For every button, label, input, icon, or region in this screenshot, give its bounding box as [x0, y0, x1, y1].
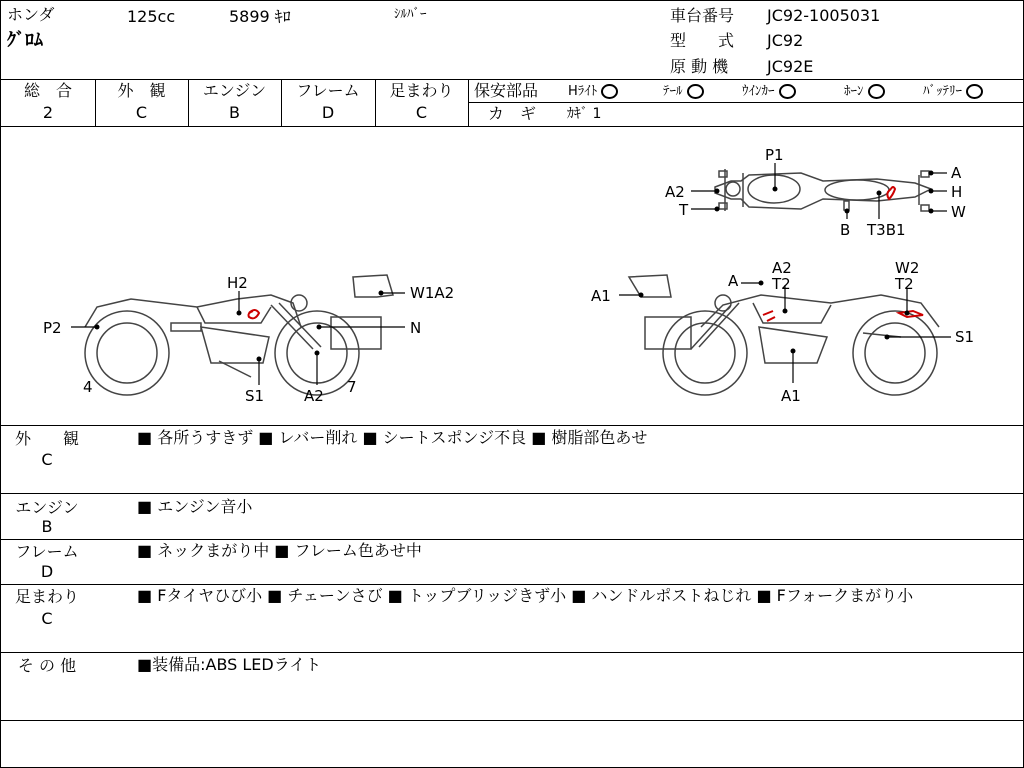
- ok-circle-icon: [687, 84, 704, 99]
- diagram-label: A: [728, 272, 739, 290]
- diagram-label: A2: [304, 387, 324, 405]
- color: ｼﾙﾊﾞｰ: [394, 7, 427, 22]
- detail-label: フレーム: [15, 542, 79, 561]
- diagram-label: T2: [895, 275, 914, 293]
- safety-item-headlight: Hﾗｲﾄ: [568, 83, 618, 101]
- grade-value: C: [135, 103, 148, 122]
- diagram-label: B: [840, 221, 851, 239]
- ok-circle-icon: [868, 84, 885, 99]
- detail-label: 足まわり: [14, 587, 79, 606]
- detail-label: 外 観: [14, 429, 79, 448]
- diagram-label: T2: [772, 275, 791, 293]
- detail-text: ■ エンジン音小: [137, 497, 253, 516]
- grade-value: 2: [42, 103, 54, 122]
- detail-row-exterior: [1, 427, 1023, 493]
- top-view-bike: [715, 169, 931, 211]
- grade-value: C: [415, 103, 428, 122]
- ok-circle-icon: [966, 84, 983, 99]
- displacement: 125cc: [127, 7, 176, 26]
- engine-label: 原 動 機: [670, 57, 729, 76]
- diagram-label: N: [410, 319, 422, 337]
- grade-label: 総 合: [23, 81, 72, 100]
- grade-label: フレーム: [296, 81, 360, 100]
- ok-circle-icon: [779, 84, 796, 99]
- detail-label: そ の 他: [17, 656, 77, 675]
- detail-label: エンジン: [15, 498, 79, 517]
- detail-text: ■装備品:ABS LEDライト: [137, 655, 322, 674]
- safety-label: 保安部品: [474, 81, 539, 100]
- diagram-label: T: [679, 201, 689, 219]
- model-code-label: 型 式: [670, 31, 735, 50]
- diagram-label: H2: [227, 274, 248, 292]
- detail-grade: C: [41, 450, 53, 469]
- diagram-label: 7: [347, 378, 357, 396]
- detail-row-other: [1, 654, 1023, 720]
- grade-label: エンジン: [202, 81, 267, 100]
- diagram-label: A: [951, 164, 962, 182]
- safety-item-winker: ｳｲﾝｶｰ: [742, 83, 796, 101]
- diagram-label: A2: [665, 183, 685, 201]
- safety-item-tail: ﾃｰﾙ: [663, 83, 704, 101]
- key-label: カ ギ: [488, 104, 537, 123]
- diagram-label: A2: [772, 259, 792, 277]
- safety-item-battery: ﾊﾞｯﾃﾘｰ: [923, 83, 983, 101]
- grade-label: 外 観: [117, 81, 166, 100]
- mileage: 5899 ｷﾛ: [229, 7, 291, 26]
- grade-value: B: [229, 103, 240, 122]
- detail-text: ■ ネックまがり中 ■ フレーム色あせ中: [137, 541, 422, 560]
- diagram-label: T3B1: [867, 221, 906, 239]
- detail-text: ■ Fタイヤひび小 ■ チェーンさび ■ トップブリッジきず小 ■ ハンドルポストねじれ ■ Fフォークまがり小: [137, 586, 914, 605]
- diagram-label: W1A2: [410, 284, 455, 302]
- diagram-label: P1: [765, 146, 784, 164]
- diagram-label: S1: [245, 387, 265, 405]
- grade-value: D: [321, 103, 335, 122]
- key-value: ｶｷﾞ 1: [567, 106, 602, 122]
- grade-label: 足まわり: [389, 81, 454, 100]
- detail-row-engine: [1, 495, 1023, 539]
- right-side-bike: [629, 275, 939, 395]
- detail-row-frame: [1, 541, 1023, 584]
- diagram-label: P2: [43, 319, 62, 337]
- damage-diagram: [1, 127, 1023, 425]
- detail-row-suspension: [1, 586, 1023, 652]
- engine-code: JC92E: [767, 57, 814, 76]
- detail-grade: D: [40, 562, 54, 581]
- model-code: JC92: [767, 31, 804, 50]
- diagram-label: A1: [781, 387, 801, 405]
- diagram-label: W2: [895, 259, 920, 277]
- diagram-label: W: [951, 203, 966, 221]
- frame-no: JC92-1005031: [767, 6, 881, 25]
- diagram-label: H: [951, 183, 963, 201]
- safety-item-horn: ﾎｰﾝ: [844, 83, 885, 101]
- diagram-label: S1: [955, 328, 975, 346]
- diagram-label: 4: [83, 378, 93, 396]
- ok-circle-icon: [601, 84, 618, 99]
- diagram-label: A1: [591, 287, 611, 305]
- detail-grade: B: [41, 517, 53, 536]
- detail-text: ■ 各所うすきず ■ レバー削れ ■ シートスポンジ不良 ■ 樹脂部色あせ: [137, 428, 648, 447]
- maker: ホンダ: [7, 5, 55, 24]
- model-name: ｸﾞﾛﾑ: [7, 30, 43, 51]
- frame-no-label: 車台番号: [670, 6, 735, 25]
- detail-grade: C: [41, 609, 53, 628]
